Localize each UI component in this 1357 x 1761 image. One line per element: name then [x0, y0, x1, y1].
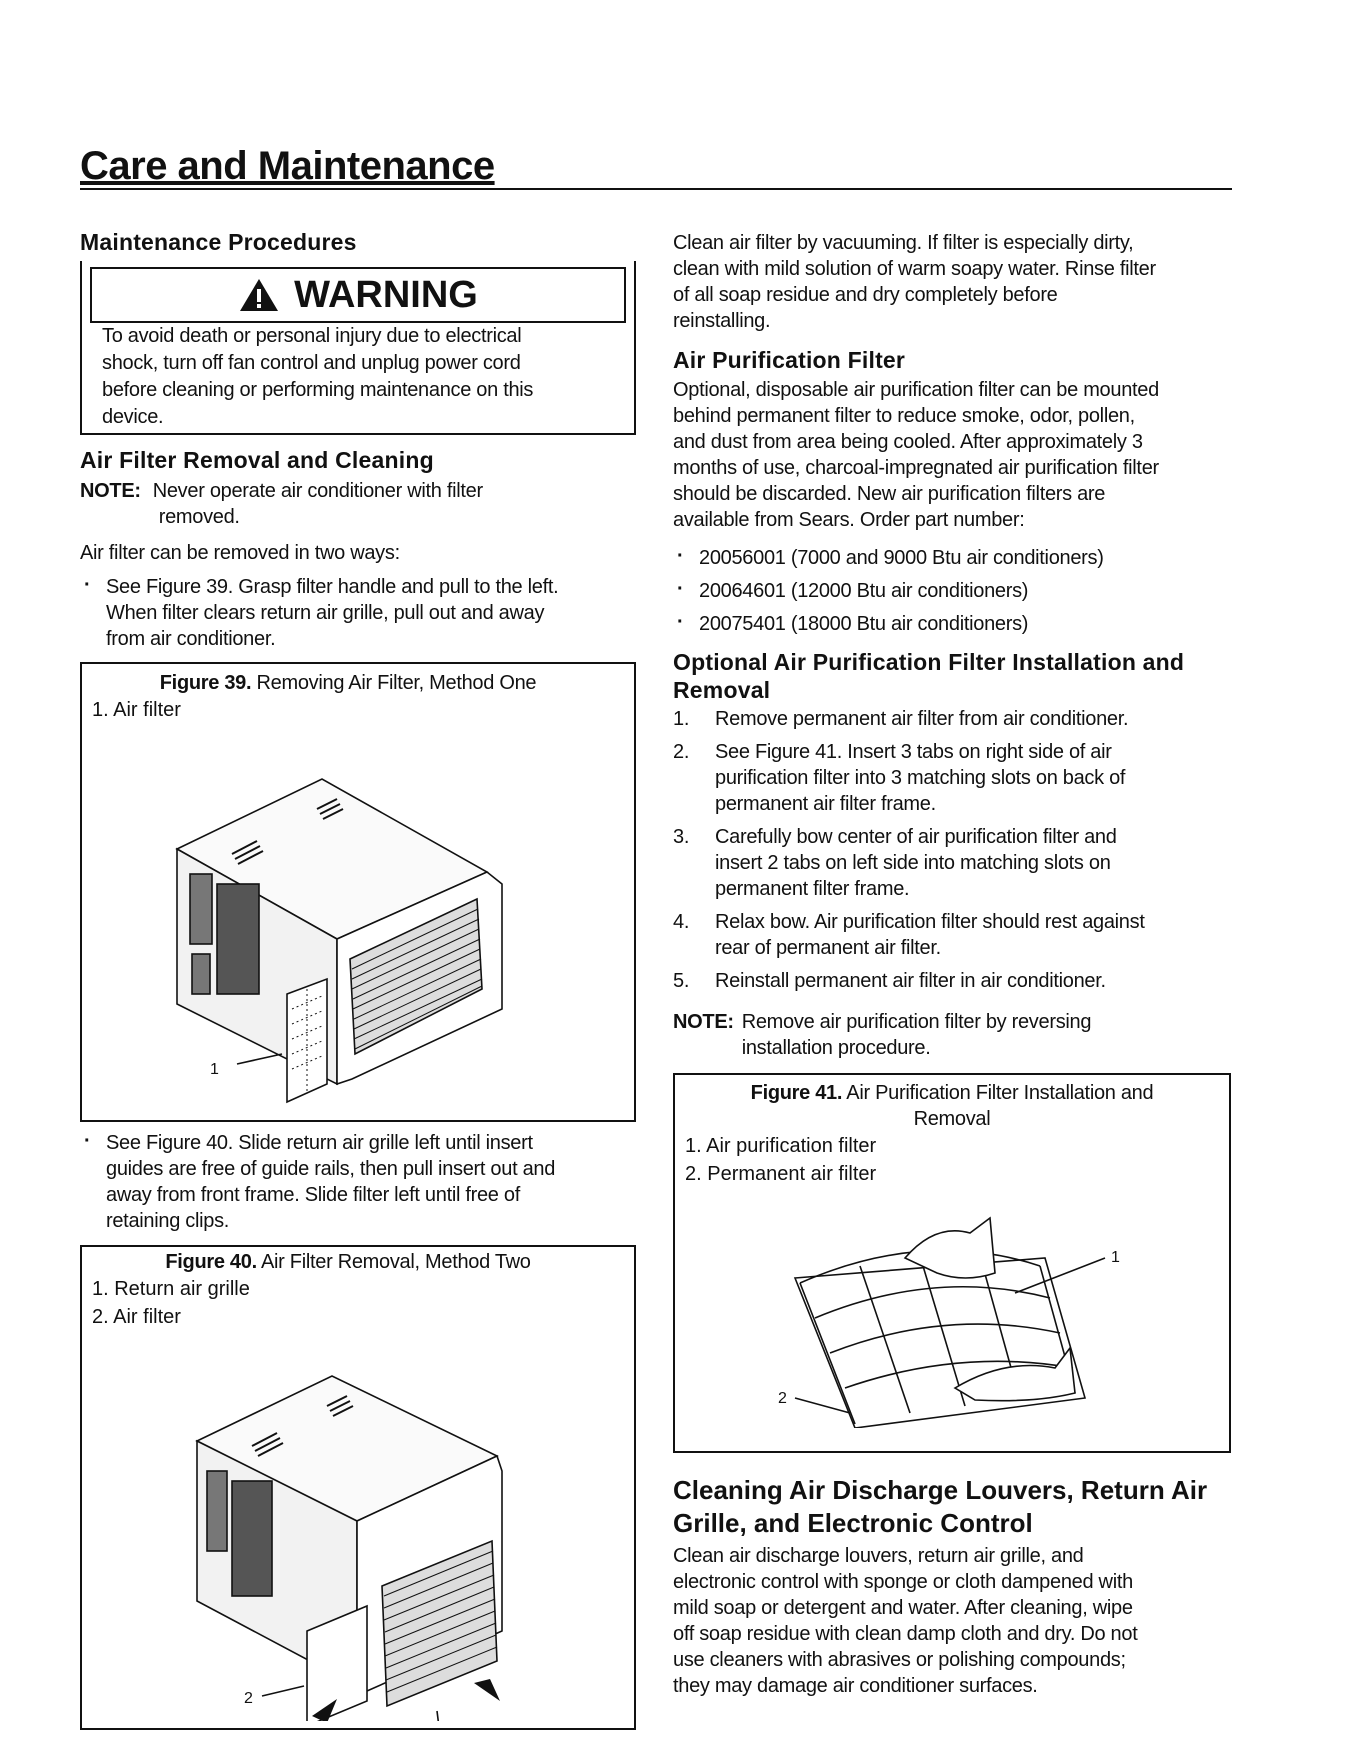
figure-40-title: Air Filter Removal, Method Two: [261, 1251, 531, 1273]
paragraph-line: reinstalling.: [673, 310, 771, 332]
paragraph-line: months of use, charcoal-impregnated air purification filter: [673, 457, 1159, 479]
note-label: NOTE:: [80, 480, 141, 502]
paragraph-line: Clean air filter by vacuuming. If filter is especially dirty,: [673, 232, 1134, 254]
paragraph-line: mild soap or detergent and water. After cleaning, wipe: [673, 1597, 1133, 1619]
figure-40-caption: [62, 1249, 634, 1275]
air-conditioner-illustration: [82, 724, 634, 1104]
note-line: installation procedure.: [741, 1037, 931, 1059]
warning-title: WARNING: [294, 273, 478, 316]
note-label: NOTE:: [673, 1011, 734, 1033]
install-heading-line: Removal: [673, 676, 771, 703]
left-note: [80, 478, 483, 530]
figure-41-label: Figure 41.: [750, 1082, 843, 1104]
note-line: Never operate air conditioner with filter: [152, 480, 483, 502]
install-steps: [673, 706, 1233, 1001]
cleaning-text: [673, 230, 1233, 334]
paragraph-line: behind permanent filter to reduce smoke, odor, pollen,: [673, 405, 1135, 427]
paragraph-line: electronic control with sponge or cloth dampened with: [673, 1571, 1133, 1593]
paragraph-line: Optional, disposable air purification filter can be mounted: [673, 379, 1159, 401]
purification-text: [673, 377, 1233, 533]
filter-installation-illustration: [675, 1188, 1229, 1428]
figure-40: [80, 1245, 636, 1730]
figure-39: [80, 662, 636, 1122]
paragraph-line: Clean air discharge louvers, return air grille, and: [673, 1545, 1084, 1567]
right-note: [673, 1009, 1091, 1061]
warning-text: [102, 323, 622, 431]
legend-item: 2. Air filter: [92, 1306, 181, 1328]
part-number-item: · 20075401 (18000 Btu air conditioners): [673, 611, 1233, 637]
paragraph-line: available from Sears. Order part number:: [673, 509, 1025, 531]
legend-item: 1. Return air grille: [92, 1278, 250, 1300]
warning-triangle-icon: [238, 277, 280, 313]
step-item: 4. Relax bow. Air purification filter should rest against rear of permanent air filter.: [673, 911, 1145, 959]
figure-39-title: Removing Air Filter, Method One: [256, 672, 537, 694]
paragraph-line: they may damage air conditioner surfaces.: [673, 1675, 1038, 1697]
callout-1: 1: [210, 1061, 219, 1078]
step-item: 1. Remove permanent air filter from air conditioner.: [673, 708, 1129, 730]
warning-header: [90, 267, 626, 323]
paragraph-line: use cleaners with abrasives or polishing compounds;: [673, 1649, 1126, 1671]
paragraph-line: and dust from area being cooled. After approximately 3: [673, 431, 1143, 453]
air-conditioner-illustration: [82, 1331, 634, 1721]
intro-text: Air filter can be removed in two ways:: [80, 542, 400, 564]
note-line: removed.: [158, 506, 240, 528]
part-number-list: [673, 545, 1233, 637]
maintenance-procedures-heading: Maintenance Procedures: [80, 229, 357, 255]
paragraph-line: of all soap residue and dry completely before: [673, 284, 1058, 306]
bullet-line: · See Figure 40. Slide return air grille left until insert: [106, 1132, 533, 1154]
part-number-item: · 20064601 (12000 Btu air conditioners): [673, 578, 1233, 604]
figure-40-label: Figure 40.: [165, 1251, 257, 1273]
method-two-bullet: [80, 1130, 640, 1234]
figure-39-legend: [92, 696, 634, 724]
figure-41-title-2: Removal: [913, 1108, 991, 1130]
figure-41-legend: [685, 1132, 1229, 1188]
figure-39-label: Figure 39.: [159, 672, 252, 694]
bullet-line: · See Figure 39. Grasp filter handle and pull to the left.: [106, 576, 559, 598]
legend-item: 2. Permanent air filter: [685, 1163, 877, 1185]
callout-2: 2: [244, 1690, 253, 1707]
bullet-line: away from front frame. Slide filter left until free of: [106, 1184, 520, 1206]
bullet-line: guides are free of guide rails, then pull insert out and: [106, 1158, 556, 1180]
callout-1: 1: [1111, 1249, 1120, 1266]
part-number-item: · 20056001 (7000 and 9000 Btu air conditioners): [673, 545, 1233, 571]
title-rule: [80, 188, 1232, 190]
figure-41-caption: [675, 1080, 1229, 1132]
warning-box: [80, 261, 636, 435]
bullet-line: When filter clears return air grille, pull out and away: [106, 602, 545, 624]
step-item: 2. See Figure 41. Insert 3 tabs on right side of air purification filter into 3 matching slots on back of permanent air filter frame.: [673, 741, 1126, 815]
bullet-line: from air conditioner.: [106, 628, 276, 650]
install-heading: [673, 649, 1243, 704]
note-line: Remove air purification filter by reversing: [741, 1011, 1092, 1033]
paragraph-line: clean with mild solution of warm soapy water. Rinse filter: [673, 258, 1156, 280]
paragraph-line: off soap residue with clean damp cloth and dry. Do not: [673, 1623, 1138, 1645]
legend-item: 1. Air filter: [92, 699, 181, 721]
callout-2: 2: [778, 1390, 787, 1407]
figure-39-caption: [62, 670, 634, 696]
warning-line: device.: [102, 406, 164, 428]
cleaning-heading-line: Grille, and Electronic Control: [673, 1507, 1033, 1538]
install-heading-line: Optional Air Purification Filter Installation and: [673, 649, 1185, 675]
air-purification-heading: Air Purification Filter: [673, 347, 906, 373]
cleaning-louvers-heading: [673, 1474, 1253, 1539]
figure-41-title: Air Purification Filter Installation and: [846, 1082, 1154, 1104]
warning-line: shock, turn off fan control and unplug power cord: [102, 352, 521, 374]
bullet-line: retaining clips.: [106, 1210, 230, 1232]
legend-item: 1. Air purification filter: [685, 1135, 877, 1157]
method-one-bullet: [80, 574, 640, 652]
cleaning-louvers-text: [673, 1543, 1233, 1699]
figure-41: [673, 1073, 1231, 1453]
warning-line: before cleaning or performing maintenance on this: [102, 379, 534, 401]
warning-line: To avoid death or personal injury due to electrical: [102, 325, 522, 347]
step-item: 3. Carefully bow center of air purification filter and insert 2 tabs on left side into matching slots on permanent filter frame.: [673, 826, 1117, 900]
step-item: 5. Reinstall permanent air filter in air conditioner.: [673, 970, 1106, 992]
page-title: Care and Maintenance: [80, 144, 495, 188]
paragraph-line: should be discarded. New air purification filters are: [673, 483, 1106, 505]
air-filter-removal-heading: Air Filter Removal and Cleaning: [80, 447, 434, 473]
cleaning-heading-line: Cleaning Air Discharge Louvers, Return Air: [673, 1475, 1208, 1505]
figure-40-legend: [92, 1275, 634, 1331]
